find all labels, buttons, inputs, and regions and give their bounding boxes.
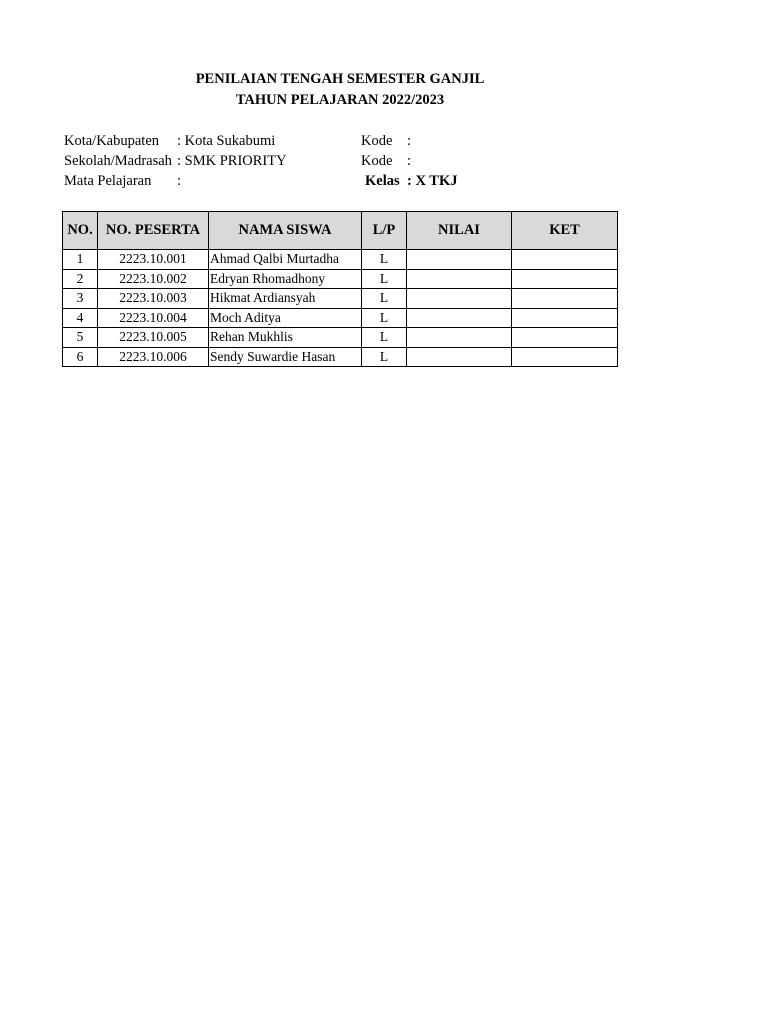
cell-ket[interactable]: [512, 269, 618, 289]
cell-ket[interactable]: [512, 289, 618, 309]
cell-nama: Moch Aditya: [209, 308, 362, 328]
header-no: NO.: [63, 212, 98, 250]
table-row: [63, 328, 618, 348]
mapel-value: :: [177, 173, 182, 189]
cell-nilai[interactable]: [407, 328, 512, 348]
header-lp: L/P: [362, 212, 407, 250]
cell-lp: L: [362, 289, 407, 309]
cell-lp: L: [362, 269, 407, 289]
cell-no: 5: [63, 328, 98, 348]
table-header-row: [63, 212, 618, 250]
kelas-label: Kelas: [365, 173, 400, 189]
sekolah-label: Sekolah/Madrasah: [64, 153, 172, 169]
table-row: [63, 289, 618, 309]
header-nilai: NILAI: [407, 212, 512, 250]
kelas-value: : X TKJ: [407, 173, 458, 189]
header-nama-siswa: NAMA SISWA: [209, 212, 362, 250]
cell-peserta: 2223.10.003: [98, 289, 209, 309]
mapel-label: Mata Pelajaran: [64, 173, 152, 189]
cell-no: 1: [63, 250, 98, 270]
cell-peserta: 2223.10.002: [98, 269, 209, 289]
title-line-1: PENILAIAN TENGAH SEMESTER GANJIL: [195, 71, 485, 87]
cell-ket[interactable]: [512, 308, 618, 328]
kode-label-2: Kode: [361, 153, 393, 169]
cell-nilai[interactable]: [407, 269, 512, 289]
header-no-peserta: NO. PESERTA: [98, 212, 209, 250]
cell-peserta: 2223.10.001: [98, 250, 209, 270]
cell-lp: L: [362, 308, 407, 328]
sekolah-value: : SMK PRIORITY: [177, 153, 287, 169]
cell-nama: Ahmad Qalbi Murtadha: [209, 250, 362, 270]
cell-ket[interactable]: [512, 328, 618, 348]
cell-nilai[interactable]: [407, 347, 512, 367]
cell-lp: L: [362, 347, 407, 367]
kode-value-1: :: [407, 133, 412, 149]
kota-value: : Kota Sukabumi: [177, 133, 276, 149]
cell-lp: L: [362, 250, 407, 270]
cell-ket[interactable]: [512, 250, 618, 270]
kode-label-1: Kode: [361, 133, 393, 149]
cell-peserta: 2223.10.005: [98, 328, 209, 348]
cell-ket[interactable]: [512, 347, 618, 367]
kode-value-2: :: [407, 153, 412, 169]
kota-label: Kota/Kabupaten: [64, 133, 160, 149]
cell-nilai[interactable]: [407, 308, 512, 328]
table-row: [63, 308, 618, 328]
cell-peserta: 2223.10.004: [98, 308, 209, 328]
cell-lp: L: [362, 328, 407, 348]
cell-nilai[interactable]: [407, 250, 512, 270]
table-row: [63, 347, 618, 367]
cell-no: 2: [63, 269, 98, 289]
cell-nama: Rehan Mukhlis: [209, 328, 362, 348]
cell-nama: Sendy Suwardie Hasan: [209, 347, 362, 367]
cell-nilai[interactable]: [407, 289, 512, 309]
table-row: [63, 269, 618, 289]
cell-nama: Edryan Rhomadhony: [209, 269, 362, 289]
title-line-2: TAHUN PELAJARAN 2022/2023: [235, 92, 445, 108]
cell-no: 4: [63, 308, 98, 328]
cell-no: 3: [63, 289, 98, 309]
cell-nama: Hikmat Ardiansyah: [209, 289, 362, 309]
cell-no: 6: [63, 347, 98, 367]
cell-peserta: 2223.10.006: [98, 347, 209, 367]
student-grade-table: [62, 211, 618, 367]
table-row: [63, 250, 618, 270]
header-ket: KET: [512, 212, 618, 250]
